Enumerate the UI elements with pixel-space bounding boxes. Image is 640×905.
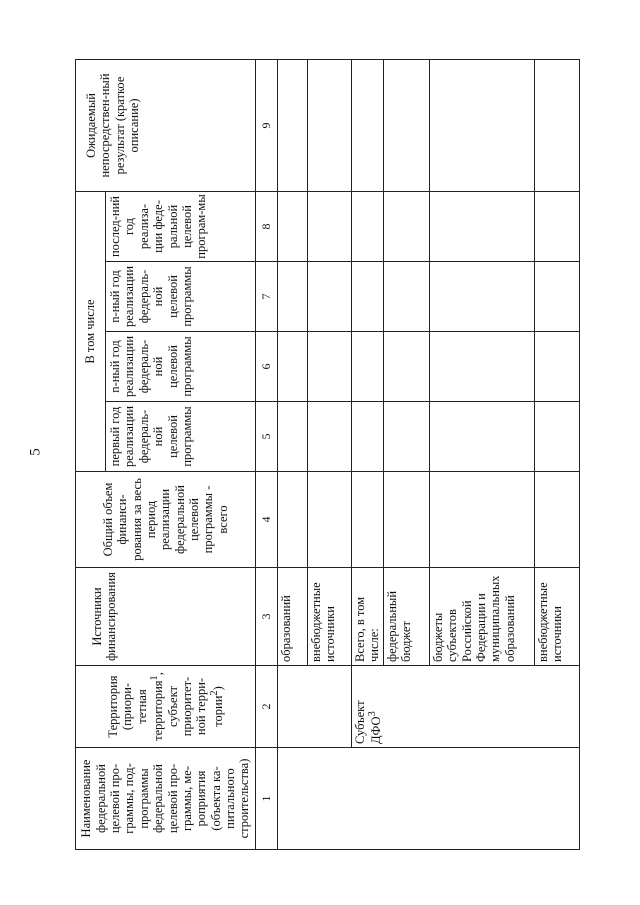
table-row — [352, 60, 384, 850]
column-number-row — [256, 60, 278, 850]
header-row-1 — [76, 60, 106, 850]
rotated-table-container — [75, 60, 580, 850]
header-sources: Источники финансирования — [76, 568, 256, 666]
source-cell: федеральный бюджет — [383, 568, 429, 666]
col-num-5: 5 — [256, 402, 278, 472]
subject-cell: Субъект ДФО$^3$ — [352, 666, 580, 748]
name-cell — [278, 748, 580, 850]
source-cell: Всего, в том числе: — [352, 568, 384, 666]
header-group: В том числе — [76, 192, 106, 472]
header-name: Наименование федеральной целевой про-граммы, под-программы федеральной целевой про-граммы, ме-роприятия (объекта ка-питального строительства) — [76, 748, 256, 850]
col-num-1: 1 — [256, 748, 278, 850]
header-first-year: первый год реализации федераль-ной целевой программы — [106, 402, 256, 472]
table-row — [278, 60, 308, 850]
territory-cell — [278, 666, 352, 748]
col-num-6: 6 — [256, 332, 278, 402]
header-result: Ожидаемый непосредствен-ный результат (краткое описание) — [76, 60, 256, 192]
col-num-4: 4 — [256, 472, 278, 568]
header-total: Общий объем финанси-рования за весь период реализации федеральной целевой программы - всего — [76, 472, 256, 568]
source-cell: внебюджетные источники — [308, 568, 352, 666]
source-cell: внебюджетные источники — [534, 568, 579, 666]
source-cell: бюджеты субъектов Российской Федерации и муниципальных образований — [429, 568, 534, 666]
col-num-7: 7 — [256, 262, 278, 332]
header-last-year: послед-ний год реализа-ции феде-ральной целевой програм-мы — [106, 192, 256, 262]
col-num-8: 8 — [256, 192, 278, 262]
col-num-3: 3 — [256, 568, 278, 666]
header-n-year-2: n-ный год реализации федераль-ной целевой программы — [106, 262, 256, 332]
col-num-2: 2 — [256, 666, 278, 748]
header-n-year-1: n-ный год реализации федераль-ной целевой программы — [106, 332, 256, 402]
source-cell: образований — [278, 568, 308, 666]
header-territory: Территория (приори-тетная территория$^1$, субъект приоритет-ной терри-тории$^2$) — [76, 666, 256, 748]
financing-table — [75, 59, 580, 850]
page-number: 5 — [27, 448, 44, 456]
col-num-9: 9 — [256, 60, 278, 192]
